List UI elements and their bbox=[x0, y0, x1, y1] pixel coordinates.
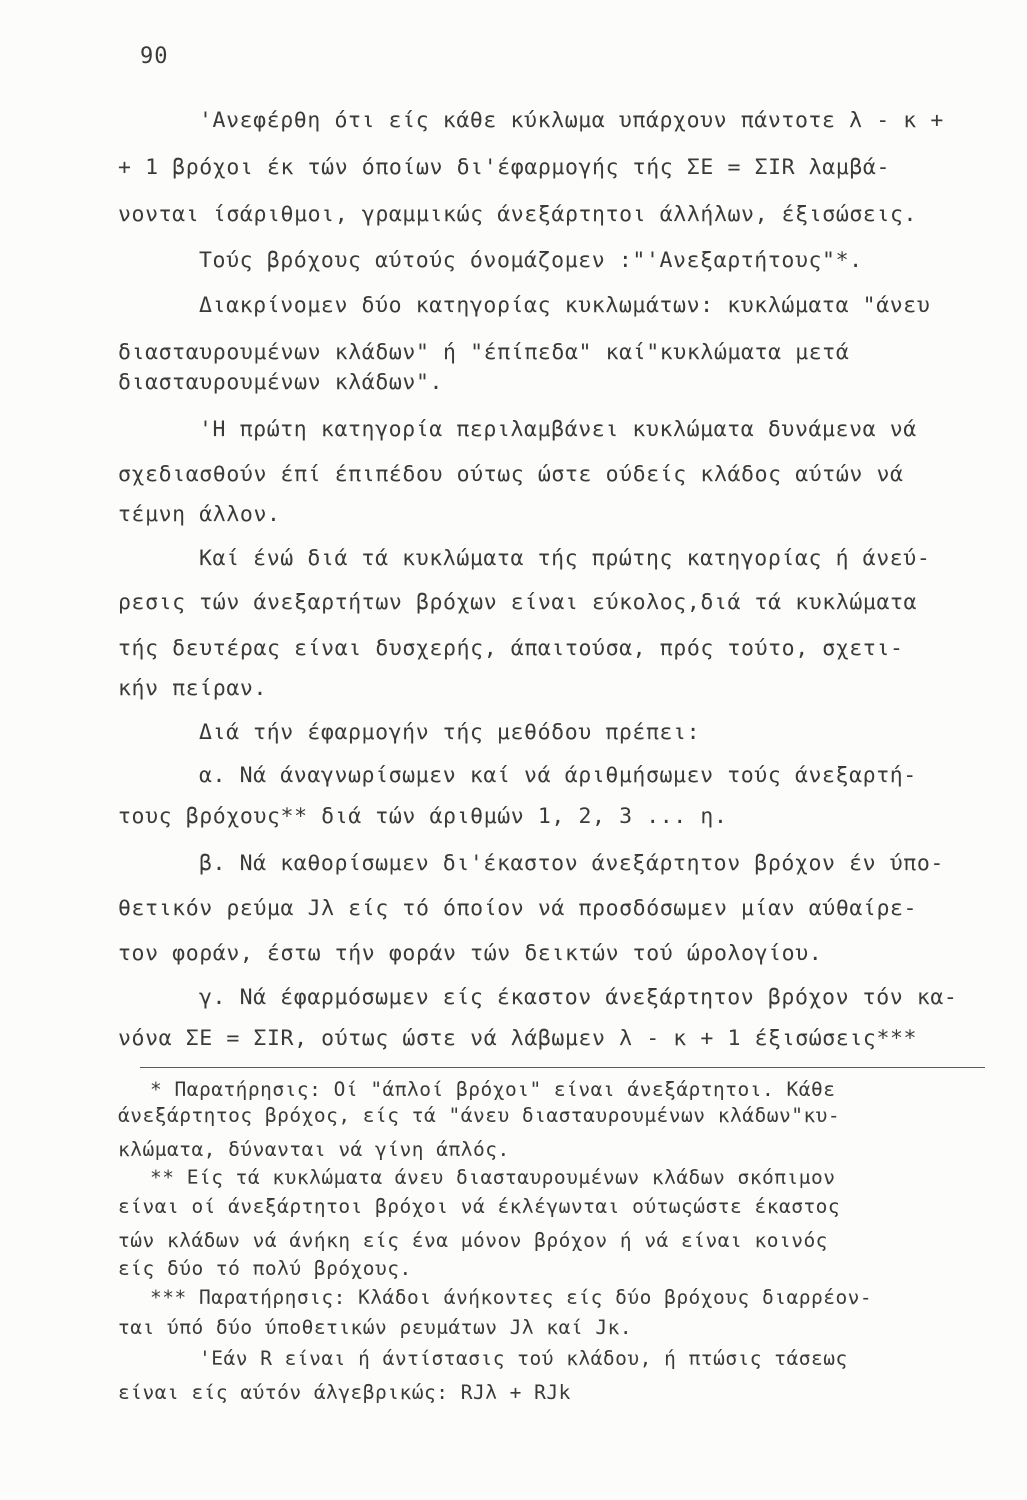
body-line: νόνα ΣΕ = ΣΙR, ούτως ώστε νά λάβωμεν λ - κ + 1 έξισώσεις*** bbox=[118, 1026, 918, 1051]
body-line: Τούς βρόχους αύτούς όνομάζομεν :"'Ανεξαρτήτους"*. bbox=[199, 248, 863, 273]
footnote-line: άνεξάρτητος βρόχος, είς τά "άνευ διασταυρουμένων κλάδων"κυ- bbox=[118, 1104, 841, 1127]
footnote-line: ** Είς τά κυκλώματα άνευ διασταυρουμένων κλάδων σκόπιμον bbox=[150, 1166, 836, 1189]
body-line: κήν πείραν. bbox=[118, 676, 267, 701]
body-line: α. Νά άναγνωρίσωμεν καί νά άριθμήσωμεν τούς άνεξαρτή- bbox=[199, 763, 917, 788]
body-line: διασταυρουμένων κλάδων" ή "έπίπεδα" καί"κυκλώματα μετά bbox=[118, 340, 850, 365]
body-line: ρεσις τών άνεξαρτήτων βρόχων είναι εύκολος,διά τά κυκλώματα bbox=[118, 590, 918, 615]
footnote-line: *** Παρατήρησις: Κλάδοι άνήκοντες είς δύο βρόχους διαρρέον- bbox=[150, 1286, 873, 1309]
footnote-line: * Παρατήρησις: Οί "άπλοί βρόχοι" είναι άνεξάρτητοι. Κάθε bbox=[150, 1078, 836, 1101]
body-line: τον φοράν, έστω τήν φοράν τών δεικτών τού ώρολογίου. bbox=[118, 941, 823, 966]
body-line: Καί ένώ διά τά κυκλώματα τής πρώτης κατηγορίας ή άνεύ- bbox=[199, 546, 931, 571]
footnote-line: είς δύο τό πολύ βρόχους. bbox=[118, 1257, 412, 1280]
body-line: 'Η πρώτη κατηγορία περιλαμβάνει κυκλώματα δυνάμενα νά bbox=[199, 417, 917, 442]
footnote-line: 'Εάν R είναι ή άντίστασις τού κλάδου, ή πτώσις τάσεως bbox=[199, 1347, 848, 1370]
body-line: Διακρίνομεν δύο κατηγορίας κυκλωμάτων: κυκλώματα "άνευ bbox=[199, 293, 931, 318]
body-line: διασταυρουμένων κλάδων". bbox=[118, 370, 444, 395]
body-line: θετικόν ρεύμα Jλ είς τό όποίον νά προσδόσωμεν μίαν αύθαίρε- bbox=[118, 896, 918, 921]
body-line: νονται ίσάριθμοι, γραμμικώς άνεξάρτητοι άλλήλων, έξισώσεις. bbox=[118, 202, 918, 227]
body-line: γ. Νά έφαρμόσωμεν είς έκαστον άνεξάρτητον βρόχον τόν κα- bbox=[199, 985, 958, 1010]
page-number: 90 bbox=[140, 44, 169, 69]
body-line: Διά τήν έφαρμογήν τής μεθόδου πρέπει: bbox=[199, 720, 701, 745]
footnote-line: είναι οί άνεξάρτητοι βρόχοι νά έκλέγωνται ούτωςώστε έκαστος bbox=[118, 1195, 841, 1218]
body-line: σχεδιασθούν έπί έπιπέδου ούτως ώστε ούδείς κλάδος αύτών νά bbox=[118, 462, 904, 487]
footnote-divider bbox=[140, 1067, 985, 1068]
body-line: τους βρόχους** διά τών άριθμών 1, 2, 3 ... η. bbox=[118, 804, 728, 829]
body-line: β. Νά καθορίσωμεν δι'έκαστον άνεξάρτητον βρόχον έν ύπο- bbox=[199, 851, 944, 876]
body-line: + 1 βρόχοι έκ τών όποίων δι'έφαρμογής τής ΣΕ = ΣΙR λαμβά- bbox=[118, 155, 891, 180]
body-line: 'Ανεφέρθη ότι είς κάθε κύκλωμα υπάρχουν πάντοτε λ - κ + bbox=[199, 108, 944, 133]
footnote-line: τών κλάδων νά άνήκη είς ένα μόνον βρόχον ή νά είναι κοινός bbox=[118, 1229, 828, 1252]
footnote-line: κλώματα, δύνανται νά γίνη άπλός. bbox=[118, 1138, 510, 1161]
body-line: τέμνη άλλον. bbox=[118, 502, 281, 527]
footnote-line: είναι είς αύτόν άλγεβρικώς: RJλ + RJk bbox=[118, 1381, 571, 1404]
body-line: τής δευτέρας είναι δυσχερής, άπαιτούσα, πρός τούτο, σχετι- bbox=[118, 636, 904, 661]
footnote-line: ται ύπό δύο ύποθετικών ρευμάτων Jλ καί Jκ. bbox=[118, 1316, 633, 1339]
